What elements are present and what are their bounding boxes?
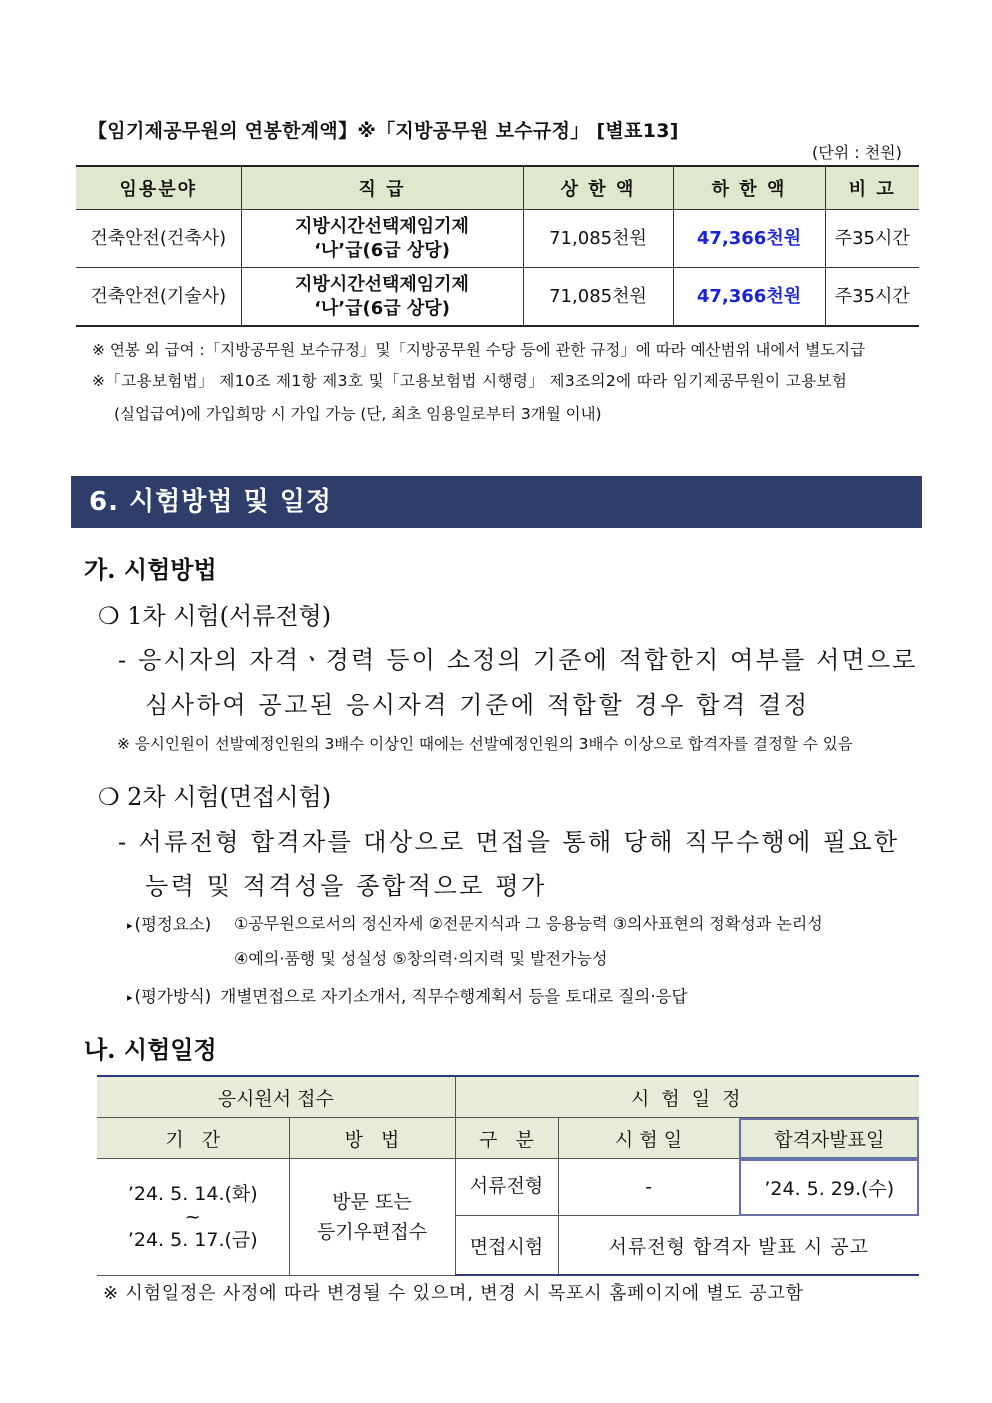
table-row: [97, 1159, 919, 1216]
method-cell: [289, 1159, 455, 1276]
type-cell: 서류전형: [455, 1159, 558, 1216]
grade-cell: [241, 268, 523, 327]
second-exam-line-2: 능력 및 적격성을 종합적으로 평가: [145, 872, 547, 900]
field-cell: 건축안전(기술사): [76, 268, 241, 327]
interview-schedule-cell: 서류전형 합격자 발표 시 공고: [558, 1216, 919, 1276]
method-header: 방 법: [289, 1118, 455, 1159]
period-separator: ~: [184, 1205, 201, 1228]
field-cell: 건축안전(건축사): [76, 210, 241, 268]
note-cell: 주35시간: [825, 268, 919, 327]
method-row: [127, 983, 688, 1007]
upper-cell: 71,085천원: [523, 268, 673, 327]
schedule-heading: 나. 시험일정: [84, 1035, 217, 1064]
header-lower: 하 한 액: [673, 166, 825, 210]
period-header: 기 간: [97, 1118, 289, 1159]
lower-cell: 47,366천원: [673, 210, 825, 268]
method-line-1: 방문 또는: [332, 1190, 412, 1213]
criteria-label: (평정요소): [134, 915, 212, 934]
header-upper: 상 한 액: [523, 166, 673, 210]
first-exam-heading: ❍ 1차 시험(서류전형): [98, 602, 332, 630]
grade-line-2: ‘나’급(6급 상당): [314, 297, 450, 319]
exam-date-cell: -: [558, 1159, 739, 1216]
exam-schedule-header: 시 험 일 정: [455, 1076, 919, 1118]
table-header-row: [97, 1118, 919, 1159]
second-exam-heading: ❍ 2차 시험(면접시험): [98, 783, 332, 811]
period-start: ’24. 5. 14.(화): [127, 1182, 258, 1205]
method-label: (평가방식): [134, 987, 212, 1006]
table-header-row: [97, 1076, 919, 1118]
criteria-line-1: ①공무원으로서의 정신자세 ②전문지식과 그 응용능력 ③의사표현의 정확성과 논리성: [234, 914, 823, 933]
exam-date-header: 시 험 일: [558, 1118, 739, 1159]
period-cell: [97, 1159, 289, 1276]
schedule-footer-note: ※ 시험일정은 사정에 따라 변경될 수 있으며, 변경 시 목포시 홈페이지에 별도 공고함: [103, 1283, 804, 1304]
header-field: 임용분야: [76, 166, 241, 210]
grade-line-2: ‘나’급(6급 상당): [314, 239, 450, 261]
result-date-cell: ’24. 5. 29.(수): [739, 1159, 919, 1216]
grade-line-1: 지방시간선택제임기제: [295, 215, 469, 237]
criteria-label-row: [127, 911, 211, 935]
grade-line-1: 지방시간선택제임기제: [295, 273, 469, 295]
lower-cell: 47,366천원: [673, 268, 825, 327]
note-cell: 주35시간: [825, 210, 919, 268]
salary-note-2: ※「고용보험법」 제10조 제1항 제3호 및「고용보험법 시행령」 제3조의2에 따라 임기제공무원이 고용보험: [92, 372, 848, 390]
unit-label: (단위 : 천원): [812, 143, 902, 162]
salary-note-1: ※ 연봉 외 급여 :「지방공무원 보수규정」및「지방공무원 수당 등에 관한 규정」에 따라 예산범위 내에서 별도지급: [92, 341, 866, 359]
table-row: [76, 268, 919, 327]
result-date-header: 합격자발표일: [739, 1118, 919, 1159]
section-header: 6. 시험방법 및 일정: [71, 476, 922, 528]
triangle-bullet-icon: ▸: [127, 919, 133, 932]
period-end: ’24. 5. 17.(금): [127, 1228, 258, 1251]
first-exam-line-1: - 응시자의 자격ㆍ경력 등이 소정의 기준에 적합한지 여부를 서면으로: [118, 646, 918, 674]
triangle-bullet-icon: ▸: [127, 991, 133, 1004]
type-cell: 면접시험: [455, 1216, 558, 1276]
table-row: [76, 210, 919, 268]
salary-note-3: (실업급여)에 가입희망 시 가입 가능 (단, 최초 임용일로부터 3개월 이내): [114, 405, 602, 423]
first-exam-line-2: 심사하여 공고된 응시자격 기준에 적합할 경우 합격 결정: [145, 691, 810, 719]
first-exam-note: ※ 응시인원이 선발예정인원의 3배수 이상인 때에는 선발예정인원의 3배수 이상으로 합격자를 결정할 수 있음: [117, 735, 853, 753]
schedule-table: [97, 1075, 919, 1276]
method-heading: 가. 시험방법: [84, 555, 217, 584]
salary-table: [76, 165, 919, 327]
upper-cell: 71,085천원: [523, 210, 673, 268]
method-line-2: 등기우편접수: [316, 1220, 428, 1243]
grade-cell: [241, 210, 523, 268]
salary-limit-title: 【임기제공무원의 연봉한계액】※「지방공무원 보수규정」 [별표13]: [88, 120, 679, 142]
method-text: 개별면접으로 자기소개서, 직무수행계획서 등을 토대로 질의·응답: [220, 987, 688, 1006]
type-header: 구 분: [455, 1118, 558, 1159]
second-exam-line-1: - 서류전형 합격자를 대상으로 면접을 통해 당해 직무수행에 필요한: [118, 828, 900, 856]
application-header: 응시원서 접수: [97, 1076, 455, 1118]
table-header-row: [76, 166, 919, 210]
criteria-line-2: ④예의·품행 및 성실성 ⑤창의력·의지력 및 발전가능성: [234, 949, 608, 968]
header-grade: 직 급: [241, 166, 523, 210]
header-note: 비 고: [825, 166, 919, 210]
